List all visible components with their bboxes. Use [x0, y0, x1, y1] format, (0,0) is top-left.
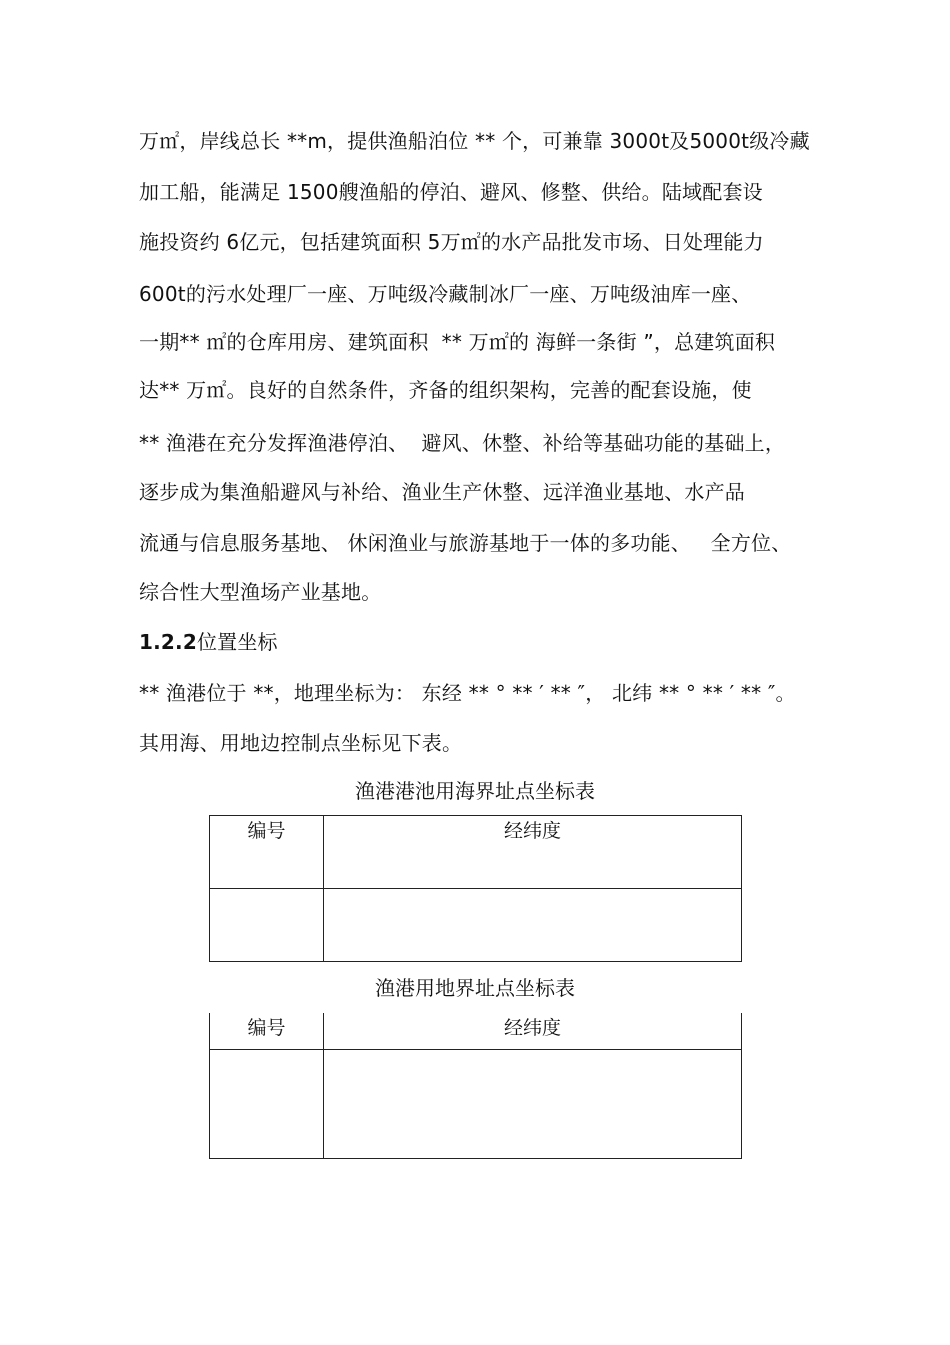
table-header-cell [324, 1013, 742, 1050]
body-line-5: 一期** ㎡的仓库用房、建筑面积 ** 万㎡的 海鲜一条街 ”，总建筑面积 [139, 330, 776, 354]
coordinates-line-1: ** 渔港位于 **，地理坐标为： 东经 ** ° ** ′ ** ″， 北纬 ** ° ** ′ ** ″。 [139, 681, 796, 705]
header-id: 编号 [247, 1017, 286, 1039]
land-boundary-table [209, 1013, 742, 1159]
body-line-3: 施投资约 6亿元，包括建筑面积 5万㎡的水产品批发市场、日处理能力 [139, 230, 764, 254]
table-header-cell [210, 1013, 324, 1050]
body-line-10: 综合性大型渔场产业基地。 [139, 580, 382, 604]
table-header-cell [324, 816, 742, 889]
section-heading [139, 628, 278, 656]
table-cell [324, 1050, 742, 1159]
header-coords: 经纬度 [503, 820, 561, 842]
sea-boundary-table [209, 815, 742, 962]
table-header-row [210, 1013, 742, 1050]
body-line-9: 流通与信息服务基地、 休闲渔业与旅游基地于一体的多功能、 全方位、 [139, 531, 792, 555]
table-cell [210, 889, 324, 962]
body-line-6: 达** 万㎡。良好的自然条件，齐备的组织架构，完善的配套设施，使 [139, 378, 752, 402]
table-header-row [210, 816, 742, 889]
table-cell [324, 889, 742, 962]
body-line-1: 万㎡，岸线总长 **m，提供渔船泊位 ** 个，可兼靠 3000t及5000t级冷藏 [139, 129, 810, 153]
section-title: 位置坐标 [196, 630, 278, 654]
section-number: 1.2.2 [139, 630, 197, 654]
table2-caption: 渔港用地界址点坐标表 [375, 976, 575, 1000]
coordinates-line-2: 其用海、用地边控制点坐标见下表。 [139, 731, 463, 755]
header-id: 编号 [247, 820, 286, 842]
body-line-2: 加工船，能满足 1500艘渔船的停泊、避风、修整、供给。陆域配套设 [139, 180, 763, 204]
body-line-4: 600t的污水处理厂一座、万吨级冷藏制冰厂一座、万吨级油库一座、 [139, 282, 752, 306]
table-row [210, 1050, 742, 1159]
table-header-cell [210, 816, 324, 889]
table-row [210, 889, 742, 962]
table1-caption: 渔港港池用海界址点坐标表 [355, 779, 595, 803]
body-line-7: ** 渔港在充分发挥渔港停泊、 避风、休整、补给等基础功能的基础上， [139, 431, 786, 455]
table-cell [210, 1050, 324, 1159]
header-coords: 经纬度 [503, 1017, 561, 1039]
body-line-8: 逐步成为集渔船避风与补给、渔业生产休整、远洋渔业基地、水产品 [139, 480, 745, 504]
